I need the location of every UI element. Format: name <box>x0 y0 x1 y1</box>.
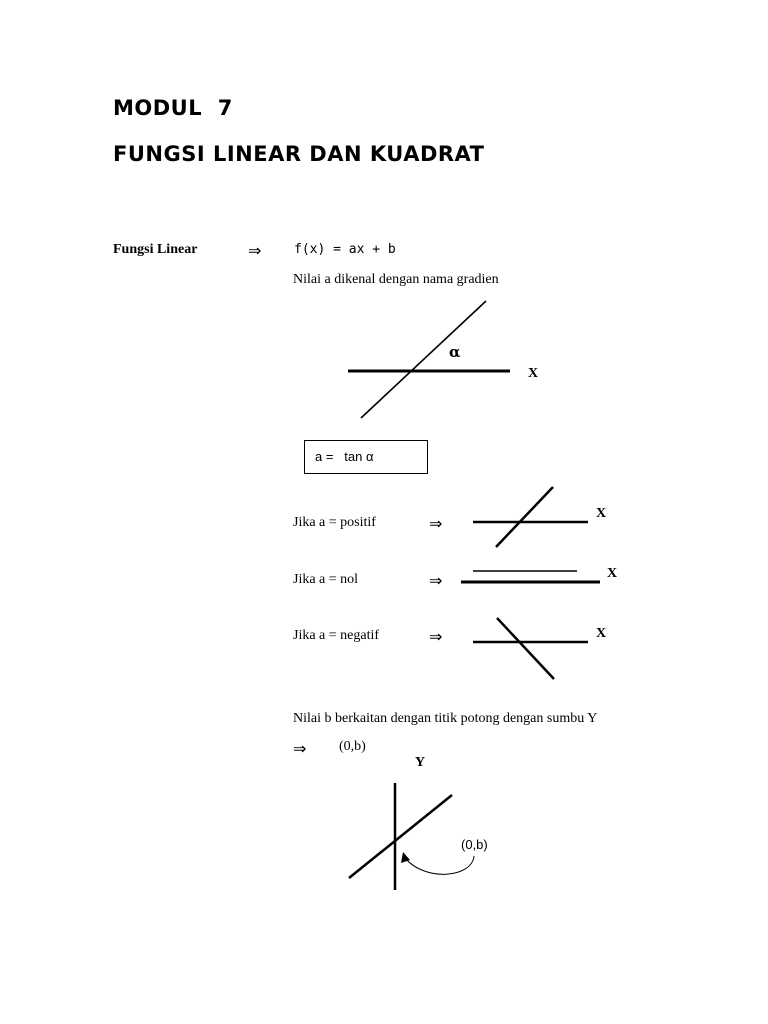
arrow-icon: ⇒ <box>429 516 443 533</box>
x-axis-label: X <box>596 506 607 521</box>
case-negative: Jika a = negatif <box>293 628 380 643</box>
x-axis-label: X <box>596 626 607 641</box>
gradient-note: Nilai a dikenal dengan nama gradien <box>293 272 499 287</box>
section-label: Fungsi Linear <box>113 242 198 257</box>
module-number: MODUL 7 <box>113 96 233 120</box>
intercept-point: (0,b) <box>339 739 366 754</box>
arrow-icon: ⇒ <box>293 741 307 758</box>
point-label: (0,b) <box>461 837 488 852</box>
intercept-line <box>349 795 452 878</box>
line-negative <box>497 618 554 679</box>
case-zero: Jika a = nol <box>293 572 359 587</box>
intercept-note: Nilai b berkaitan dengan titik potong dengan sumbu Y <box>293 711 598 726</box>
y-axis-label: Y <box>415 755 426 770</box>
tan-formula: a = tan α <box>315 449 374 464</box>
arrow-icon: ⇒ <box>429 573 443 590</box>
tan-formula-box <box>304 440 428 474</box>
formula: f(x) = ax + b <box>294 242 396 257</box>
arrow-icon: ⇒ <box>248 243 262 260</box>
x-axis-label: X <box>528 366 539 381</box>
arrow-icon: ⇒ <box>429 629 443 646</box>
x-axis-label: X <box>607 566 618 581</box>
line-positive <box>496 487 553 547</box>
page-title: FUNGSI LINEAR DAN KUADRAT <box>113 142 485 166</box>
function-line <box>361 301 486 418</box>
case-positive: Jika a = positif <box>293 515 376 530</box>
angle-label: α <box>449 343 461 361</box>
pointer-arrow <box>405 856 474 874</box>
